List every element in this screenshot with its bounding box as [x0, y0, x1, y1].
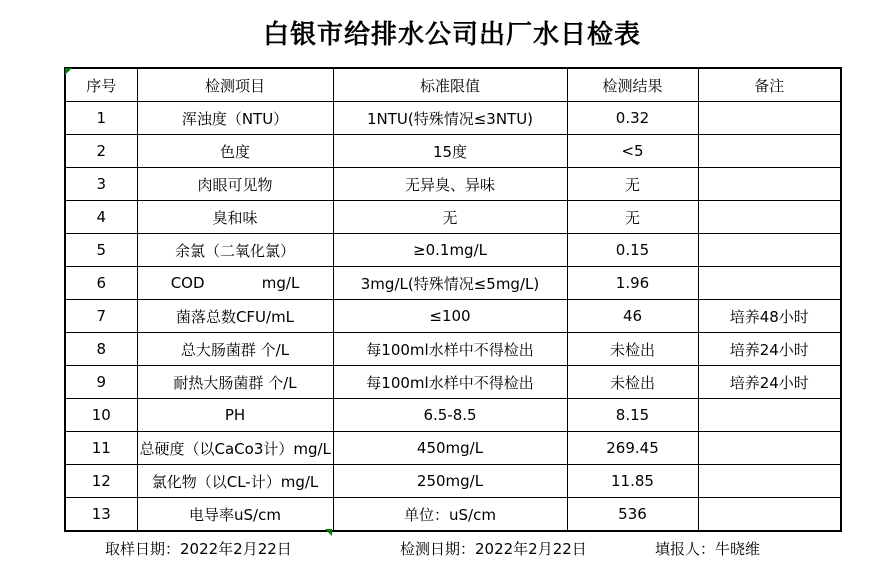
result-cell: 8.15 — [567, 399, 698, 432]
table-row — [65, 465, 841, 498]
row-number-cell: 13 — [65, 498, 137, 532]
table-row — [65, 234, 841, 267]
item-name-cell: 电导率uS/cm — [137, 498, 333, 532]
remark-cell: 培养24小时 — [698, 333, 841, 366]
result-cell: 0.15 — [567, 234, 698, 267]
table-row — [65, 432, 841, 465]
header-result: 检测结果 — [567, 68, 698, 102]
table-row — [65, 498, 841, 532]
table-row — [65, 399, 841, 432]
sample-date-text: 取样日期：2022年2月22日 — [105, 540, 292, 558]
header-row-number: 序号 — [65, 68, 137, 102]
remark-cell — [698, 234, 841, 267]
result-cell: 无 — [567, 201, 698, 234]
remark-cell — [698, 432, 841, 465]
remark-cell — [698, 399, 841, 432]
table-row — [65, 135, 841, 168]
header-item-name: 检测项目 — [137, 68, 333, 102]
row-number-cell: 6 — [65, 267, 137, 300]
row-number-cell: 7 — [65, 300, 137, 333]
row-number-cell: 1 — [65, 102, 137, 135]
standard-limit-cell: 15度 — [333, 135, 567, 168]
result-cell: 46 — [567, 300, 698, 333]
item-name-cell: 色度 — [137, 135, 333, 168]
table-body — [65, 102, 841, 532]
item-name-cell: 肉眼可见物 — [137, 168, 333, 201]
row-number-cell: 4 — [65, 201, 137, 234]
item-name-cell: 总硬度（以CaCo3计）mg/L — [137, 432, 333, 465]
item-name-cell: PH — [137, 399, 333, 432]
table-row — [65, 267, 841, 300]
item-name-cell: 耐热大肠菌群 个/L — [137, 366, 333, 399]
result-cell: 269.45 — [567, 432, 698, 465]
page-title: 白银市给排水公司出厂水日检表 — [262, 20, 641, 50]
result-cell: 1.96 — [567, 267, 698, 300]
result-cell: <5 — [567, 135, 698, 168]
table-row — [65, 102, 841, 135]
item-name-cell: COD mg/L — [137, 267, 333, 300]
standard-limit-cell: 250mg/L — [333, 465, 567, 498]
remark-cell — [698, 465, 841, 498]
inspection-table — [64, 67, 842, 532]
standard-limit-cell: 无 — [333, 201, 567, 234]
remark-cell: 培养24小时 — [698, 366, 841, 399]
standard-limit-cell: 单位：uS/cm — [333, 498, 567, 532]
remark-cell — [698, 102, 841, 135]
table-row — [65, 168, 841, 201]
remark-cell — [698, 135, 841, 168]
test-date-text: 检测日期：2022年2月22日 — [400, 540, 587, 558]
row-number-cell: 5 — [65, 234, 137, 267]
standard-limit-cell: ≥0.1mg/L — [333, 234, 567, 267]
item-name-cell: 氯化物（以CL-计）mg/L — [137, 465, 333, 498]
table-row — [65, 366, 841, 399]
header-row — [65, 68, 841, 102]
table-row — [65, 333, 841, 366]
remark-cell — [698, 201, 841, 234]
header-remark: 备注 — [698, 68, 841, 102]
result-cell: 无 — [567, 168, 698, 201]
remark-cell — [698, 498, 841, 532]
result-cell: 未检出 — [567, 333, 698, 366]
result-cell: 未检出 — [567, 366, 698, 399]
green-triangle-bottom-marker-icon — [325, 529, 332, 536]
item-name-cell: 浑浊度（NTU） — [137, 102, 333, 135]
standard-limit-cell: 1NTU(特殊情况≤3NTU) — [333, 102, 567, 135]
standard-limit-cell: 450mg/L — [333, 432, 567, 465]
result-cell: 536 — [567, 498, 698, 532]
row-number-cell: 3 — [65, 168, 137, 201]
remark-cell: 培养48小时 — [698, 300, 841, 333]
standard-limit-cell: 每100ml水样中不得检出 — [333, 333, 567, 366]
result-cell: 0.32 — [567, 102, 698, 135]
result-cell: 11.85 — [567, 465, 698, 498]
remark-cell — [698, 267, 841, 300]
row-number-cell: 9 — [65, 366, 137, 399]
item-name-cell: 菌落总数CFU/mL — [137, 300, 333, 333]
header-standard-limit: 标准限值 — [333, 68, 567, 102]
row-number-cell: 10 — [65, 399, 137, 432]
item-name-cell: 臭和味 — [137, 201, 333, 234]
standard-limit-cell: 每100ml水样中不得检出 — [333, 366, 567, 399]
remark-cell — [698, 168, 841, 201]
standard-limit-cell: 6.5-8.5 — [333, 399, 567, 432]
standard-limit-cell: ≤100 — [333, 300, 567, 333]
standard-limit-cell: 无异臭、异味 — [333, 168, 567, 201]
row-number-cell: 12 — [65, 465, 137, 498]
table-row — [65, 201, 841, 234]
item-name-cell: 总大肠菌群 个/L — [137, 333, 333, 366]
reporter-text: 填报人：牛晓维 — [655, 540, 761, 558]
row-number-cell: 11 — [65, 432, 137, 465]
row-number-cell: 2 — [65, 135, 137, 168]
table-row — [65, 300, 841, 333]
row-number-cell: 8 — [65, 333, 137, 366]
standard-limit-cell: 3mg/L(特殊情况≤5mg/L) — [333, 267, 567, 300]
item-name-cell: 余氯（二氧化氯） — [137, 234, 333, 267]
